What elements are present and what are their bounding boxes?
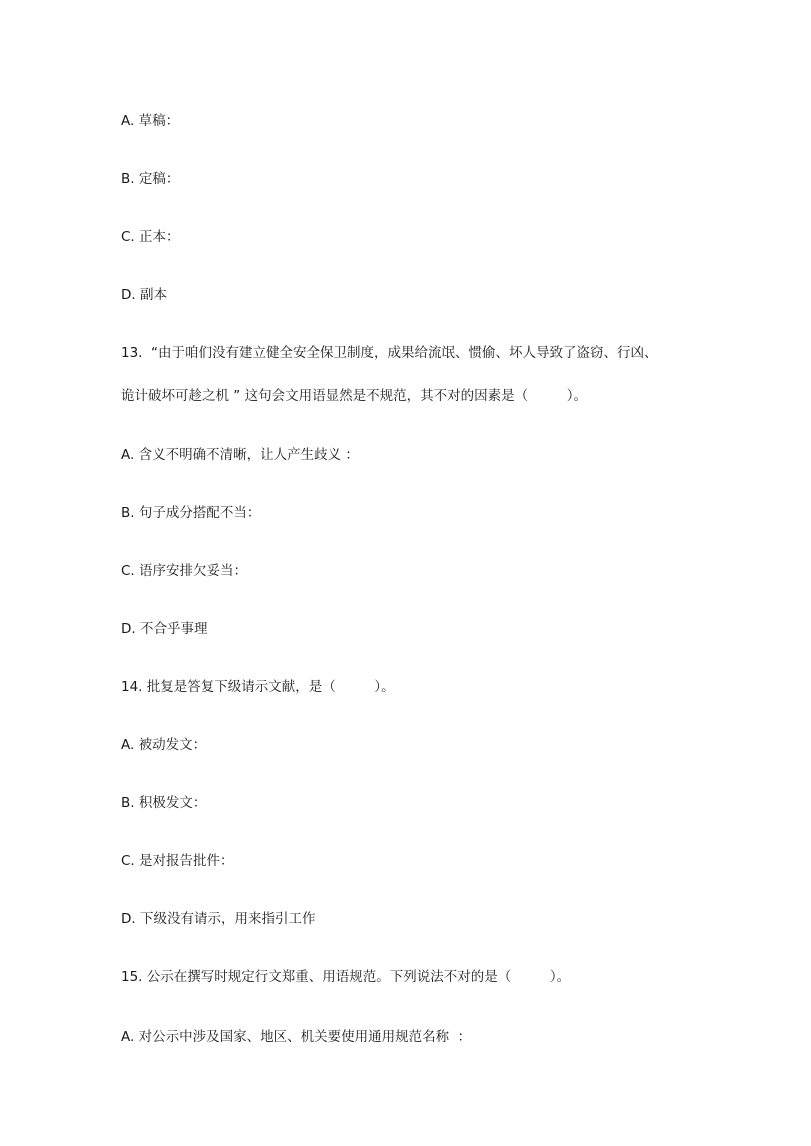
q14-option-a: A. 被动发文： (121, 737, 207, 753)
q13-option-a: A. 含义不明确不清晰，让人产生歧义 ： (121, 447, 359, 463)
option-d-copy: D. 副本 (121, 287, 167, 303)
question-14: 14. 批复是答复下级请示文献，是（ ）。 (121, 679, 395, 695)
q14-option-b: B. 积极发文： (121, 795, 207, 811)
q14-option-c: C. 是对报告批件： (121, 853, 234, 869)
option-a-draft: A. 草稿： (121, 113, 180, 129)
q13-option-d: D. 不合乎事理 (121, 621, 208, 637)
q13-option-c: C. 语序安排欠妥当： (121, 563, 248, 579)
question-13-line-2: 诡计破坏可趁之机 ” 这句会文用语显然是不规范，其不对的因素是（ ）。 (121, 388, 587, 404)
q13-option-b: B. 句子成分搭配不当： (121, 505, 261, 521)
question-13-line-1: 13. “由于咱们没有建立健全安全保卫制度，成果给流氓、惯偷、坏人导致了盗窃、行凶、 (121, 345, 658, 361)
option-c-original: C. 正本： (121, 229, 180, 245)
question-15: 15. 公示在撰写时规定行文郑重、用语规范。下列说法不对的是（ ）。 (121, 969, 571, 985)
option-b-final: B. 定稿： (121, 171, 180, 187)
q14-option-d: D. 下级没有请示，用来指引工作 (121, 911, 316, 927)
q15-option-a: A. 对公示中涉及国家、地区、机关要使用通用规范名称 ： (121, 1029, 472, 1045)
